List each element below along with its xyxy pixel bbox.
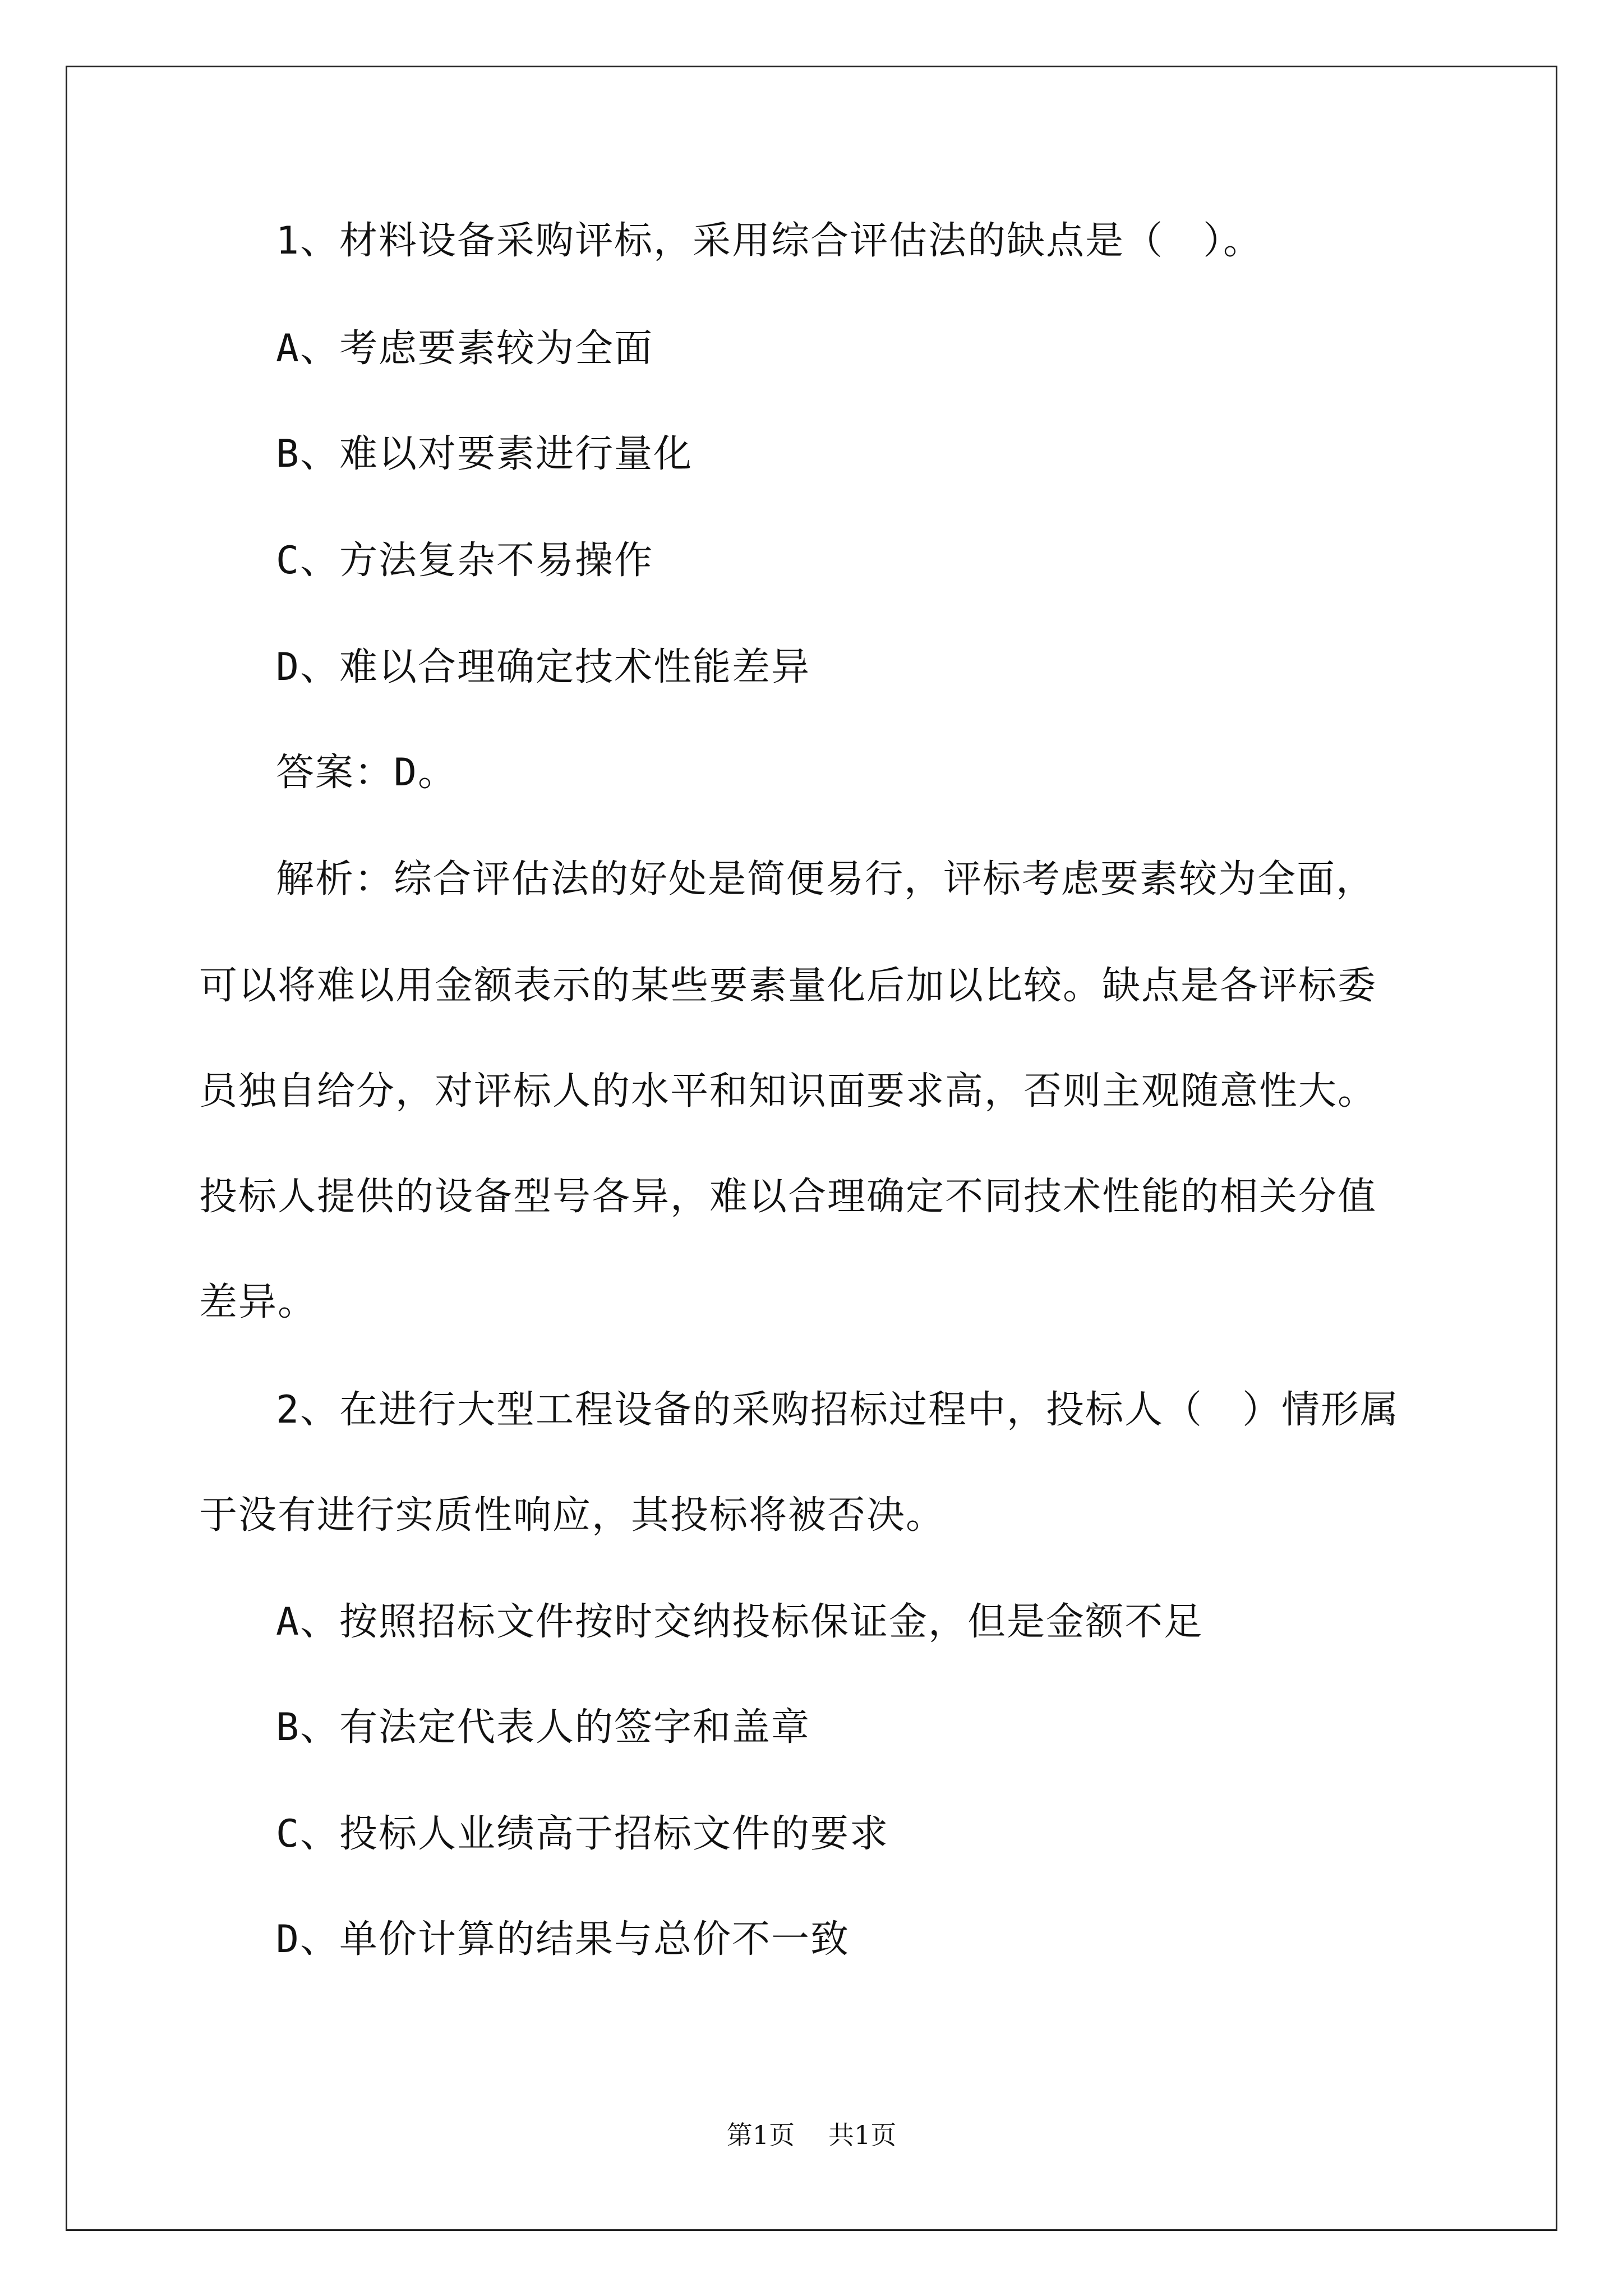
q2-stem-line: 2、在进行大型工程设备的采购招标过程中，投标人（ ）情形属 — [276, 1388, 1399, 1432]
q1-analysis-line: 解析：综合评估法的好处是简便易行，评标考虑要素较为全面， — [276, 857, 1376, 901]
q2-option-b: B、有法定代表人的签字和盖章 — [276, 1705, 810, 1750]
q1-stem: 1、材料设备采购评标，采用综合评估法的缺点是（ ）。 — [276, 219, 1262, 263]
q1-answer: 答案：D。 — [276, 751, 457, 795]
page-footer — [0, 2119, 1623, 2151]
q1-option-d: D、难以合理确定技术性能差异 — [276, 645, 810, 689]
q2-option-d: D、单价计算的结果与总价不一致 — [276, 1917, 850, 1962]
q1-analysis-line: 投标人提供的设备型号各异，难以合理确定不同技术性能的相关分值 — [199, 1175, 1377, 1219]
q1-analysis-line: 可以将难以用金额表示的某些要素量化后加以比较。缺点是各评标委 — [199, 964, 1377, 1008]
q1-option-b: B、难以对要素进行量化 — [276, 432, 693, 476]
q2-option-a: A、按照招标文件按时交纳投标保证金，但是金额不足 — [276, 1600, 1203, 1644]
q2-stem-line: 于没有进行实质性响应，其投标将被否决。 — [199, 1493, 946, 1538]
q1-analysis-line: 差异。 — [199, 1280, 317, 1324]
page-border — [66, 66, 1557, 2231]
q1-option-a: A、考虑要素较为全面 — [276, 326, 653, 371]
page-total: 共1页 — [828, 2120, 897, 2150]
q1-option-c: C、方法复杂不易操作 — [276, 539, 653, 583]
q2-option-c: C、投标人业绩高于招标文件的要求 — [276, 1812, 889, 1856]
q1-analysis-line: 员独自给分，对评标人的水平和知识面要求高，否则主观随意性大。 — [199, 1069, 1377, 1114]
page-number: 第1页 — [726, 2120, 795, 2150]
